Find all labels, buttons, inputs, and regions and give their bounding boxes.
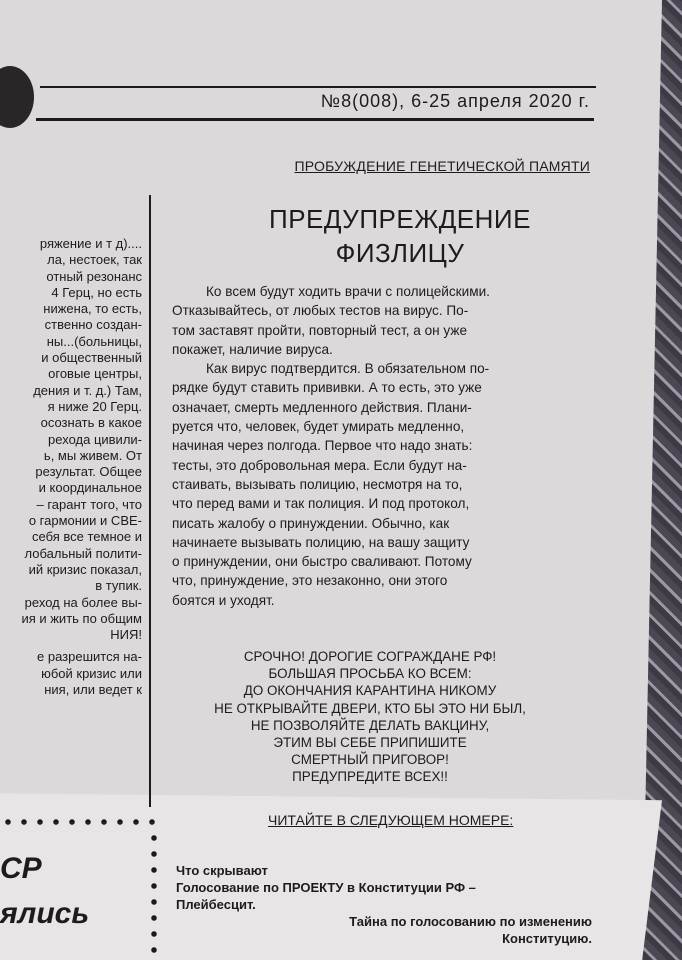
left-column-line: в тупик.	[95, 578, 142, 594]
left-column-line: себя все темное и	[32, 529, 142, 545]
left-column-line: и общественный	[41, 350, 142, 366]
left-column-line: НИЯ!	[110, 627, 142, 643]
article-line: начиная через полгода. Первое что надо знать:	[172, 438, 473, 454]
left-column-line: – гарант того, что	[36, 496, 142, 512]
appeal-block	[180, 648, 560, 786]
dotted-border-horizontal	[0, 818, 165, 826]
left-column	[0, 236, 142, 698]
appeal-line: ПРЕДУПРЕДИТЕ ВСЕХ!!	[292, 769, 448, 785]
appeal-line: ДО ОКОНЧАНИЯ КАРАНТИНА НИКОМУ	[243, 683, 497, 699]
article-line: Отказывайтесь, от любых тестов на вирус. По-	[172, 303, 469, 319]
teaser-line: Плейбесцит.	[176, 897, 256, 912]
left-column-line: рехода цивили-	[48, 431, 142, 447]
article-line: что, принуждение, это незаконно, они этого	[172, 573, 448, 589]
teaser-line: Что скрывают	[176, 863, 268, 878]
left-column-line: е разрешится на-	[37, 649, 142, 665]
next-issue-teaser	[176, 862, 606, 947]
article-title	[230, 202, 570, 270]
left-column-line: осознать в какое	[40, 415, 142, 431]
appeal-line: ЭТИМ ВЫ СЕБЕ ПРИПИШИТЕ	[273, 735, 467, 751]
left-column-line: ий кризис показал,	[28, 561, 142, 577]
appeal-line: НЕ ПОЗВОЛЯЙТЕ ДЕЛАТЬ ВАКЦИНУ,	[250, 717, 490, 733]
issue-line: №8(008), 6-25 апреля 2020 г.	[320, 91, 590, 111]
teaser-line: Конституцию.	[502, 931, 592, 946]
article-line: что перед вами и так полиция. И под протокол,	[172, 496, 470, 512]
left-column-line: ственно создан-	[44, 317, 142, 333]
article-line: руется что, человек, будет умирать медленно,	[172, 419, 465, 435]
left-column-line: 4 Герц, но есть	[51, 284, 142, 300]
appeal-line: НЕ ОТКРЫВАЙТЕ ДВЕРИ, КТО БЫ ЭТО НИ БЫЛ,	[214, 700, 526, 716]
left-column-line: ла, нестоек, так	[47, 252, 142, 268]
article-line: начинаете вызывать полицию, на вашу защиту	[172, 534, 470, 550]
left-column-line: отный резонанс	[46, 268, 142, 284]
article-body	[172, 282, 592, 610]
left-column-line: я ниже 20 Герц.	[47, 398, 142, 414]
left-column-line: нижена, то есть,	[43, 301, 142, 317]
left-column-line: дения и т. д.) Там,	[33, 382, 142, 398]
article-line: рядке будут ставить прививки. А то есть, это уже	[172, 380, 482, 396]
article-title-line1: ПРЕДУПРЕЖДЕНИЕ	[269, 204, 531, 234]
section-heading: ПРОБУЖДЕНИЕ ГЕНЕТИЧЕСКОЙ ПАМЯТИ	[294, 158, 590, 174]
left-column-line: о гармонии и СВЕ-	[28, 513, 142, 529]
appeal-line: СМЕРТНЫЙ ПРИГОВОР!	[291, 752, 449, 768]
appeal-line: БОЛЬШАЯ ПРОСЬБА КО ВСЕМ:	[268, 666, 472, 682]
left-column-line: ния, или ведет к	[44, 682, 142, 698]
left-column-line: ия и жить по общим	[21, 610, 142, 626]
article-line: Как вирус подтвердится. В обязательном по-	[206, 361, 490, 377]
article-line: том заставят пройти, повторный тест, а он уже	[172, 322, 468, 338]
masthead-rule-bottom	[36, 118, 594, 121]
bottom-left-fragment: ялись	[0, 897, 90, 930]
left-column-line: ь, мы живем. От	[43, 447, 142, 463]
article-line: тесты, это добровольная мера. Если будут на-	[172, 457, 467, 473]
article-title-line2: ФИЗЛИЦУ	[335, 238, 465, 268]
article-line: означает, смерть медленного действия. Плани-	[172, 399, 472, 415]
article-line: писать жалобу о принуждении. Обычно, как	[172, 515, 450, 531]
left-column-line: ны...(больницы,	[46, 333, 142, 349]
article-line: стаивать, вызывать полицию, несмотря на то,	[172, 476, 463, 492]
article-line: о принуждении, они быстро сваливают. Потому	[172, 554, 472, 570]
left-column-line: юбой кризис или	[41, 665, 142, 681]
article-line: боятся и уходят.	[172, 592, 275, 608]
teaser-line: Голосование по ПРОЕКТУ в Конституции РФ –	[176, 880, 476, 895]
left-column-line: лобальный полити-	[24, 545, 142, 561]
left-column-line: результат. Общее	[35, 464, 142, 480]
masthead-rule-top	[40, 86, 596, 88]
article-line: покажет, наличие вируса.	[172, 341, 333, 357]
next-issue-heading: ЧИТАЙТЕ В СЛЕДУЮЩЕМ НОМЕРЕ:	[268, 812, 514, 828]
appeal-line: СРОЧНО! ДОРОГИЕ СОГРАЖДАНЕ РФ!	[243, 649, 497, 664]
left-column-line: оговые центры,	[48, 366, 142, 382]
bottom-left-fragment: СР	[0, 852, 42, 885]
left-column-line: и координальное	[38, 480, 142, 496]
left-column-line: ряжение и т д)....	[39, 236, 142, 251]
left-column-line: реход на более вы-	[24, 594, 142, 610]
article-line: Ко всем будут ходить врачи с полицейскими.	[206, 284, 490, 299]
dotted-border-vertical	[150, 830, 158, 960]
teaser-line: Тайна по голосованию по изменению	[349, 914, 592, 929]
column-divider	[149, 195, 151, 807]
